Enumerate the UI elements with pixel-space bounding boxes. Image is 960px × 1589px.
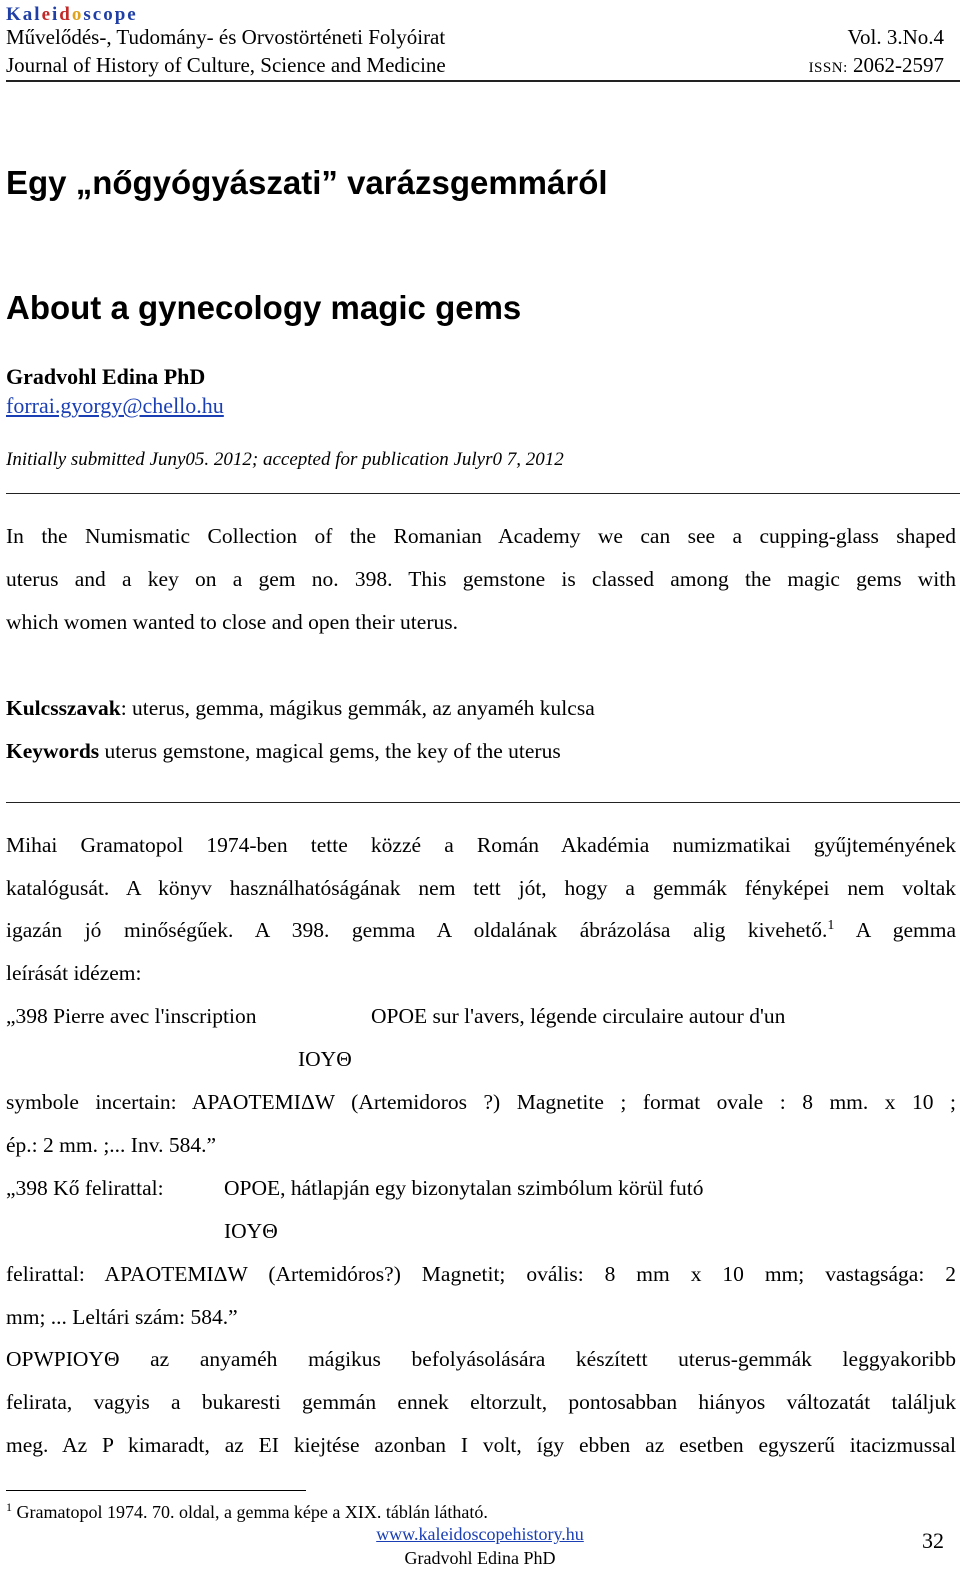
body-line-tail: A gemma: [834, 918, 956, 943]
quote-hu-line: felirattal: APAOTEMIΔW (Artemidóros?) Magnetit; ovális: 8 mm x 10 mm; vastagsága: 2: [6, 1262, 956, 1286]
keywords-en: [6, 739, 561, 764]
journal-title-hu: Művelődés-, Tudomány- és Orvostörténeti Folyóirat: [6, 25, 446, 49]
quote-hu-inscription: IOYΘ: [224, 1219, 278, 1243]
quote-hu-line: mm; ... Leltári szám: 584.”: [6, 1305, 238, 1329]
body-line: katalógusát. A könyv használhatóságának nem tett jót, hogy a gemmák fényképei nem voltak: [6, 876, 956, 900]
brand-letter: o: [71, 4, 84, 25]
author-name: Gradvohl Edina PhD: [6, 364, 206, 389]
body-line: leírását idézem:: [6, 961, 142, 985]
volume-label: Vol. 3.No.4: [847, 25, 944, 49]
keywords-en-label: Keywords: [6, 739, 100, 763]
quote-fr-line: „398 Pierre avec l'inscription: [6, 1004, 257, 1028]
brand-logo: [6, 4, 138, 26]
issn-block: [809, 52, 944, 81]
body-line-with-footnote: [6, 918, 956, 943]
quote-fr-line: OPOE sur l'avers, légende circulaire autour d'un: [371, 1004, 786, 1028]
author-email-link[interactable]: forrai.gyorgy@chello.hu: [6, 393, 224, 418]
brand-letter: o: [103, 4, 115, 25]
keywords-hu-label: Kulcsszavak: [6, 696, 121, 720]
page-number: 32: [922, 1528, 944, 1553]
brand-letter: p: [114, 4, 128, 25]
keywords-hu: [6, 696, 595, 721]
brand-letter: c: [92, 4, 104, 25]
keywords-en-text: uterus gemstone, magical gems, the key of the uterus: [99, 739, 561, 763]
brand-letter: a: [22, 4, 35, 25]
issn-label: ISSN:: [808, 60, 848, 76]
abstract-divider-top: [6, 493, 960, 494]
footnote-text: Gramatopol 1974. 70. oldal, a gemma képe a XIX. táblán látható.: [12, 1502, 488, 1522]
brand-letter: e: [41, 4, 52, 25]
brand-letter: i: [52, 4, 60, 25]
body-line: OPWPIOYΘ az anyaméh mágikus befolyásolására készített uterus-gemmák leggyakoribb: [6, 1347, 956, 1371]
brand-letter: K: [6, 4, 23, 25]
abstract-line: uterus and a key on a gem no. 398. This gemstone is classed among the magic gems with: [6, 567, 956, 591]
journal-title-en: Journal of History of Culture, Science and Medicine: [6, 53, 446, 77]
body-line: meg. Az P kimaradt, az EI kiejtése azonban I volt, így ebben az esetben egyszerű itacizmussal: [6, 1433, 956, 1457]
submission-dates: Initially submitted Juny05. 2012; accepted for publication Julyr0 7, 2012: [6, 449, 564, 470]
quote-hu-line: OPOE, hátlapján egy bizonytalan szimbólum körül futó: [224, 1176, 704, 1200]
article-title-hu: Egy „nőgyógyászati” varázsgemmáról: [6, 164, 608, 201]
abstract-divider-bottom: [6, 802, 960, 803]
brand-letter: d: [59, 4, 72, 25]
quote-fr-inscription: IOYΘ: [298, 1047, 352, 1071]
body-line-text: igazán jó minőségűek. A 398. gemma A oldalának ábrázolása alig kivehető.: [6, 918, 828, 943]
brand-letter: e: [127, 4, 138, 25]
footnote-number: 1: [6, 1500, 12, 1514]
abstract-line: which women wanted to close and open their uterus.: [6, 610, 458, 634]
footnote-divider: [6, 1490, 306, 1491]
footer-author: Gradvohl Edina PhD: [404, 1548, 556, 1568]
footnote: [6, 1500, 488, 1523]
keywords-hu-text: : uterus, gemma, mágikus gemmák, az anyaméh kulcsa: [120, 696, 595, 720]
body-line: Mihai Gramatopol 1974-ben tette közzé a Román Akadémia numizmatikai gyűjteményének: [6, 833, 956, 857]
article-title-en: About a gynecology magic gems: [6, 289, 522, 326]
quote-fr-line: ép.: 2 mm. ;... Inv. 584.”: [6, 1133, 216, 1157]
quote-fr-line: symbole incertain: APAOTEMIΔW (Artemidoros ?) Magnetite ; format ovale : 8 mm. x 10 ;: [6, 1090, 956, 1114]
abstract-line: In the Numismatic Collection of the Romanian Academy we can see a cupping-glass shaped: [6, 524, 956, 548]
body-line: felirata, vagyis a bukaresti gemmán ennek eltorzult, pontosabban hiányos változatát találjuk: [6, 1390, 956, 1414]
quote-hu-line: „398 Kő felirattal:: [6, 1176, 164, 1200]
issn-number: 2062-2597: [853, 53, 944, 77]
website-link[interactable]: www.kaleidoscopehistory.hu: [376, 1524, 584, 1544]
footnote-ref[interactable]: 1: [827, 918, 835, 933]
header-divider: [6, 80, 960, 82]
brand-letter: s: [83, 4, 93, 25]
brand-letter: l: [34, 4, 42, 25]
